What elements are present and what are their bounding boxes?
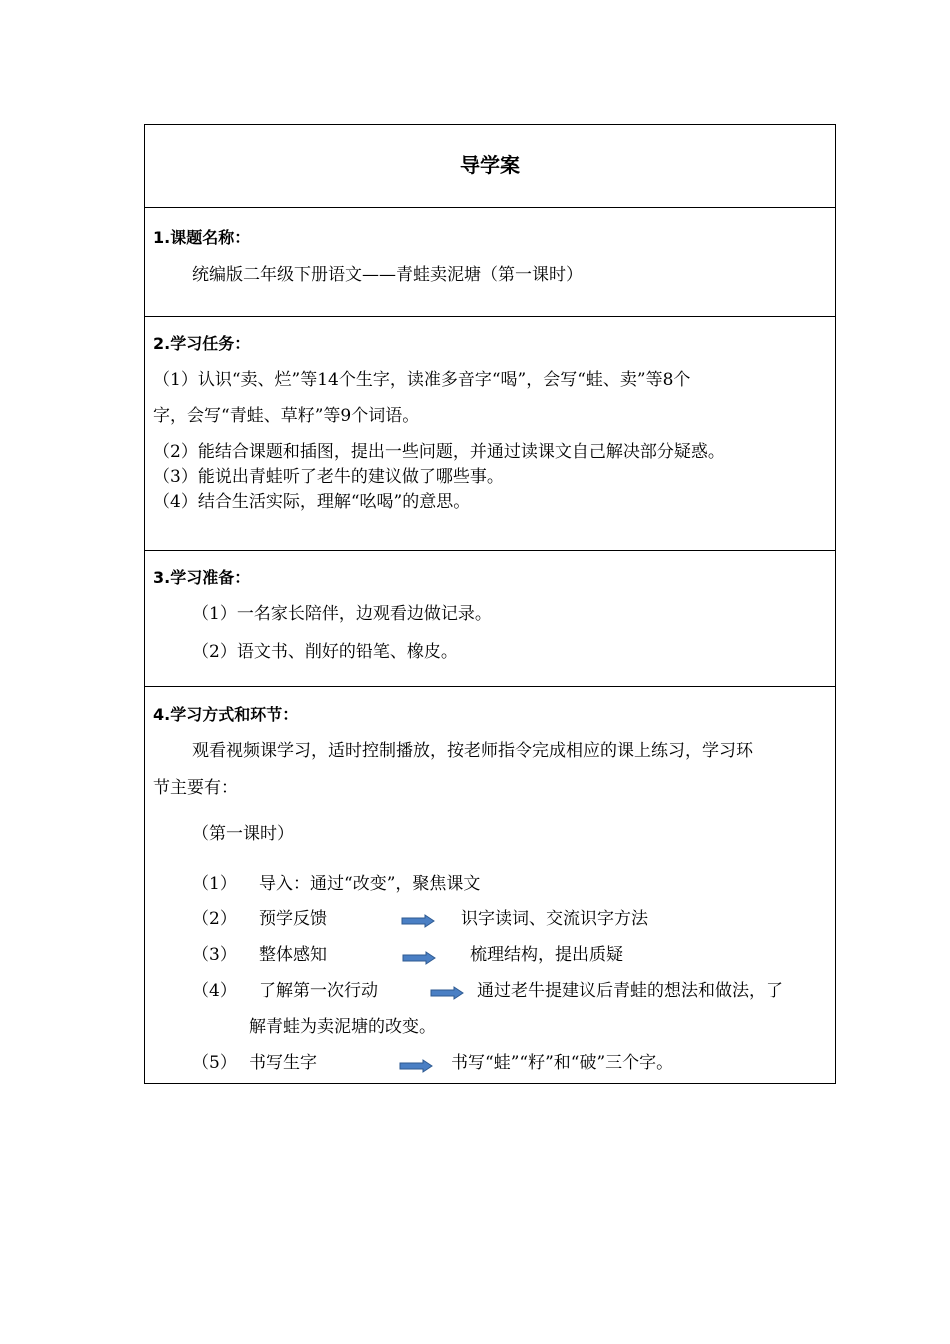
section-preparation-heading: 3.学习准备： [153, 568, 251, 587]
step-number: （2） [192, 909, 237, 929]
section-topic-heading: 1.课题名称： [153, 228, 251, 247]
task-line: （4）结合生活实际，理解“吆喝”的意思。 [153, 492, 471, 512]
step-detail: 通过老牛提建议后青蛙的想法和做法，了 [477, 981, 783, 1001]
right-arrow-icon [399, 1059, 433, 1073]
preparation-line: （1）一名家长陪伴，边观看边做记录。 [192, 604, 492, 624]
right-arrow-icon [430, 986, 464, 1000]
step-name: 整体感知 [259, 945, 327, 965]
title-row [145, 125, 835, 208]
step-name: 导入：通过“改变”，聚焦课文 [259, 874, 481, 894]
method-intro-line: 观看视频课学习，适时控制播放，按老师指令完成相应的课上练习，学习环 [192, 741, 753, 761]
lesson-label: （第一课时） [192, 824, 294, 844]
section-tasks-heading: 2.学习任务： [153, 334, 251, 353]
step-number: （4） [192, 981, 237, 1001]
step-name: 了解第一次行动 [259, 981, 378, 1001]
section-topic-text: 统编版二年级下册语文——青蛙卖泥塘（第一课时） [192, 265, 583, 285]
section-preparation [145, 551, 835, 687]
step-number: （3） [192, 945, 237, 965]
step-name: 书写生字 [249, 1053, 317, 1073]
step-detail: 识字读词、交流识字方法 [461, 909, 648, 929]
task-line: 字，会写“青蛙、草籽”等9个词语。 [153, 406, 420, 426]
task-line: （3）能说出青蛙听了老牛的建议做了哪些事。 [153, 467, 504, 487]
right-arrow-icon [402, 951, 436, 965]
preparation-line: （2）语文书、削好的铅笔、橡皮。 [192, 642, 458, 662]
section-tasks [145, 317, 835, 551]
method-intro-line: 节主要有： [153, 778, 238, 798]
step-number: （1） [192, 874, 237, 894]
step-number: （5） [192, 1053, 237, 1073]
right-arrow-icon [401, 914, 435, 928]
step-detail: 书写“蛙”“籽”和“破”三个字。 [451, 1053, 674, 1073]
guide-table [144, 124, 836, 1084]
step-detail-continued: 解青蛙为卖泥塘的改变。 [249, 1017, 436, 1037]
section-topic [145, 208, 835, 317]
section-method [145, 687, 835, 1083]
task-line: （2）能结合课题和插图，提出一些问题，并通过读课文自己解决部分疑惑。 [153, 442, 725, 462]
step-name: 预学反馈 [259, 909, 327, 929]
step-detail: 梳理结构，提出质疑 [470, 945, 623, 965]
task-line: （1）认识“卖、烂”等14个生字，读准多音字“喝”，会写“蛙、卖”等8个 [153, 370, 691, 390]
section-method-heading: 4.学习方式和环节： [153, 705, 299, 724]
document-title: 导学案 [460, 153, 520, 177]
